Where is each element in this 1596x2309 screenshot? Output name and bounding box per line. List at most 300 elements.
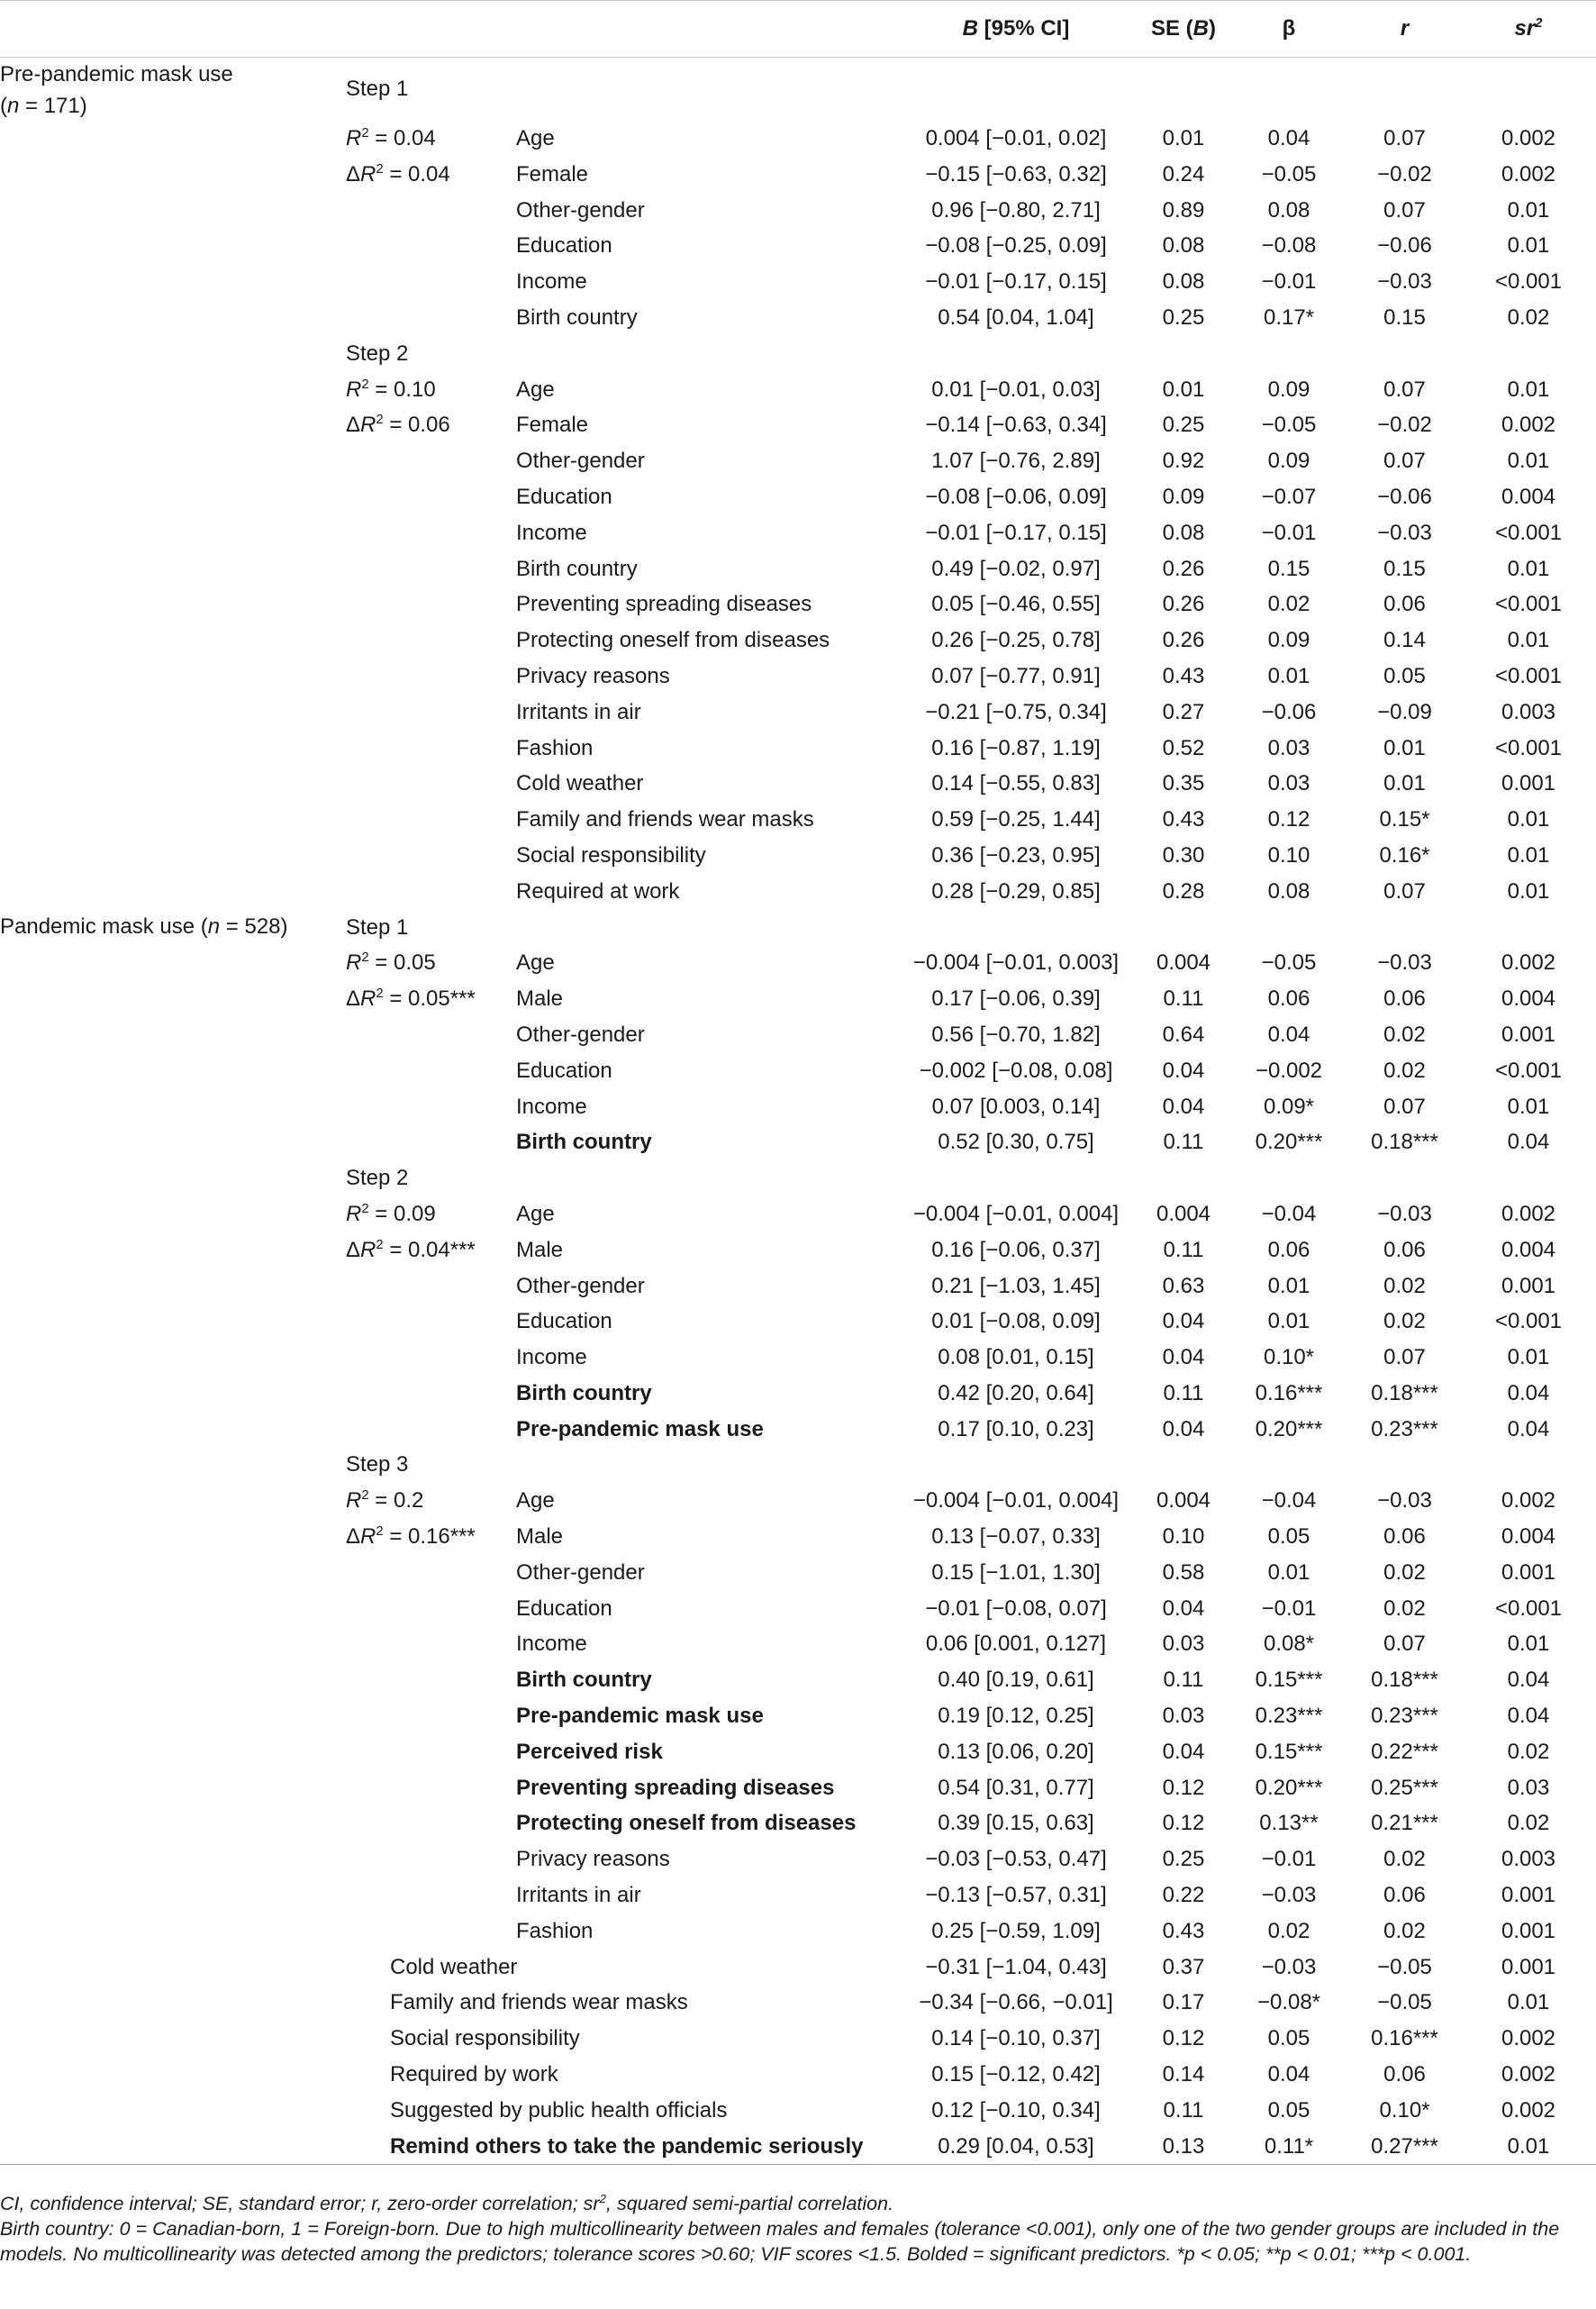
predictor-name: Age — [516, 377, 555, 402]
predictor-name: Suggested by public health officials — [390, 2097, 728, 2123]
group-label-empty — [0, 1985, 340, 2021]
predictor-name: Preventing spreading diseases — [516, 592, 812, 617]
b-ci-cell: 0.25 [−0.59, 1.09] — [931, 1918, 1101, 1943]
header-row — [0, 1, 1596, 58]
predictor-cell — [516, 1304, 894, 1340]
table-row — [0, 551, 1596, 587]
group-label-empty — [0, 1447, 340, 1483]
table-row — [0, 58, 1596, 122]
table-row — [0, 1662, 1596, 1698]
table-row — [0, 731, 1596, 767]
predictor-cell — [516, 731, 894, 767]
table-row — [0, 1555, 1596, 1591]
table-row — [0, 1232, 1596, 1268]
group-label-empty — [0, 1268, 340, 1304]
b-ci-cell: −0.08 [−0.25, 0.09] — [925, 233, 1107, 259]
r-cell: 0.18*** — [1371, 1668, 1438, 1693]
predictor-cell — [390, 2021, 894, 2057]
beta-cell: 0.15 — [1267, 556, 1310, 581]
step-cell: $\Delta R^2 = 0.06$ — [346, 413, 450, 438]
sr2-cell: 0.02 — [1507, 1739, 1550, 1764]
group-label-empty — [0, 2093, 340, 2129]
sr2-cell: <0.001 — [1494, 663, 1563, 688]
b-ci-cell: −0.13 [−0.57, 0.31] — [925, 1883, 1107, 1908]
group-label-empty — [0, 945, 340, 981]
sr2-cell: 0.002 — [1501, 950, 1556, 976]
se-cell: 0.27 — [1162, 699, 1205, 724]
se-cell: 0.13 — [1138, 2129, 1229, 2165]
b-ci-cell: 0.40 [0.19, 0.61] — [938, 1668, 1094, 1693]
predictor-name: Age — [516, 950, 555, 976]
b-ci-cell: 0.96 [−0.80, 2.71] — [931, 197, 1101, 223]
r-cell: −0.03 — [1377, 520, 1432, 545]
step-cell — [340, 479, 516, 515]
table-row — [0, 1376, 1596, 1412]
se-cell: 0.28 — [1162, 878, 1205, 904]
table-row — [0, 623, 1596, 659]
r-cell: 0.02 — [1383, 1022, 1426, 1047]
beta-cell: −0.01 — [1261, 1595, 1317, 1621]
b-ci-cell: 0.05 [−0.46, 0.55] — [931, 592, 1101, 617]
step-cell — [340, 1017, 516, 1053]
se-cell: 0.25 — [1162, 413, 1205, 438]
table-row — [0, 766, 1596, 802]
sr2-cell: 0.01 — [1507, 628, 1550, 653]
step-cell — [340, 228, 516, 264]
b-ci-cell: −0.004 [−0.01, 0.004] — [912, 1201, 1120, 1226]
group-label-empty — [0, 1805, 340, 1841]
se-cell: 0.12 — [1162, 2026, 1205, 2051]
header-sr2: $sr^2$ — [1461, 1, 1596, 58]
table-row — [0, 1805, 1596, 1841]
group-label-empty — [0, 551, 340, 587]
predictor-cell — [516, 1662, 894, 1698]
b-ci-cell: 0.12 [−0.10, 0.34] — [931, 2097, 1101, 2123]
beta-cell: 0.02 — [1267, 592, 1310, 617]
sr2-cell: 0.04 — [1507, 1130, 1550, 1155]
sr2-cell: 0.002 — [1501, 2097, 1556, 2123]
r-cell — [1348, 1447, 1461, 1483]
se-cell — [1138, 336, 1229, 372]
table-row — [0, 515, 1596, 551]
step-cell — [340, 1304, 516, 1340]
r-cell: −0.03 — [1377, 269, 1432, 295]
predictor-name: Irritants in air — [516, 1883, 641, 1908]
predictor-cell — [516, 300, 894, 336]
group-label-empty — [0, 1626, 340, 1662]
group-label-empty — [0, 1017, 340, 1053]
sr2-cell: 0.002 — [1501, 1488, 1556, 1514]
beta-cell: −0.05 — [1261, 413, 1317, 438]
group-label-empty — [0, 300, 340, 336]
sr2-cell: 0.002 — [1501, 413, 1556, 438]
table-row — [0, 1124, 1596, 1160]
table-row — [0, 981, 1596, 1017]
sr2-cell: 0.002 — [1501, 2026, 1556, 2051]
se-cell: 0.004 — [1156, 1201, 1211, 1226]
group-label-empty — [0, 1089, 340, 1125]
table-row — [0, 1626, 1596, 1662]
predictor-cell — [516, 1841, 894, 1877]
table-row — [0, 157, 1596, 193]
se-cell: 0.11 — [1163, 1668, 1204, 1693]
predictor-name: Required at work — [516, 878, 680, 904]
predictor-cell — [516, 838, 894, 874]
beta-cell: 0.12 — [1267, 807, 1310, 832]
r-cell: 0.02 — [1383, 1058, 1426, 1083]
beta-cell: −0.04 — [1261, 1201, 1317, 1226]
sr2-cell: 0.01 — [1507, 1632, 1550, 1657]
step-cell: Step 3 — [346, 1452, 409, 1477]
se-cell: 0.11 — [1163, 2097, 1204, 2123]
beta-cell — [1229, 910, 1348, 946]
predictor-cell — [390, 2129, 894, 2165]
predictor-name: Irritants in air — [516, 699, 641, 724]
se-cell: 0.01 — [1162, 377, 1205, 402]
table-row — [0, 1950, 1596, 1986]
r-cell: 0.22*** — [1371, 1739, 1438, 1764]
predictor-name: Education — [516, 233, 612, 259]
beta-cell: 0.04 — [1267, 126, 1310, 150]
se-cell: 0.08 — [1162, 233, 1205, 259]
predictor-name: Protecting oneself from diseases — [516, 1811, 857, 1836]
table-row — [0, 695, 1596, 731]
step-cell — [340, 1734, 516, 1770]
step-cell — [340, 443, 516, 479]
beta-cell: −0.06 — [1261, 699, 1317, 724]
r-cell: 0.07 — [1383, 1632, 1426, 1657]
se-cell — [1138, 910, 1229, 946]
predictor-cell — [516, 121, 894, 157]
group-label-empty — [0, 586, 340, 623]
se-cell: 0.43 — [1162, 663, 1205, 688]
r-cell: 0.02 — [1383, 1918, 1426, 1943]
table-footnotes — [0, 2191, 1596, 2267]
b-ci-cell: 0.16 [−0.06, 0.37] — [931, 1237, 1101, 1262]
se-cell: 0.01 — [1162, 126, 1205, 150]
se-cell: 0.43 — [1162, 1918, 1205, 1943]
group-label-empty — [0, 372, 340, 408]
b-ci-cell: −0.01 [−0.08, 0.07] — [925, 1595, 1107, 1621]
step-cell — [340, 264, 516, 300]
predictor-name: Age — [516, 1488, 555, 1514]
step-cell: $\Delta R^2 = 0.04***$ — [346, 1237, 476, 1262]
group-label-empty — [0, 2021, 340, 2057]
b-ci-cell: −0.01 [−0.17, 0.15] — [925, 269, 1107, 295]
b-ci-cell: −0.002 [−0.08, 0.08] — [919, 1058, 1113, 1083]
se-cell: 0.89 — [1162, 197, 1205, 223]
se-cell: 0.12 — [1162, 1775, 1205, 1800]
sr2-cell: 0.04 — [1507, 1416, 1550, 1441]
group-title: Pandemic mask use (n = 528) — [0, 914, 288, 939]
step-cell — [340, 1914, 516, 1950]
b-ci-cell: −0.01 [−0.17, 0.15] — [925, 520, 1107, 545]
group-label-empty — [0, 1877, 340, 1914]
sr2-cell — [1461, 1160, 1596, 1196]
r-cell: −0.06 — [1377, 484, 1432, 509]
se-cell: 0.08 — [1162, 520, 1205, 545]
predictor-name: Cold weather — [516, 771, 644, 796]
predictor-cell — [516, 157, 894, 193]
beta-cell: 0.16*** — [1255, 1380, 1323, 1405]
predictor-name: Other-gender — [516, 1022, 645, 1047]
group-label-empty — [0, 695, 340, 731]
predictor-name: Birth country — [516, 556, 638, 581]
group-label-empty — [0, 1304, 340, 1340]
predictor-cell — [516, 1124, 894, 1160]
se-cell: 0.04 — [1162, 1345, 1205, 1370]
table-row — [0, 264, 1596, 300]
step-cell — [340, 659, 516, 695]
table-row — [0, 372, 1596, 408]
beta-cell: 0.03 — [1267, 735, 1310, 760]
predictor-cell — [516, 1805, 894, 1841]
r-cell: 0.18*** — [1371, 1130, 1438, 1155]
b-ci-cell: 0.01 [−0.01, 0.03] — [931, 377, 1101, 402]
group-label-empty — [0, 2057, 340, 2093]
step-cell: $\Delta R^2 = 0.04$ — [346, 161, 450, 186]
table-row — [0, 1591, 1596, 1627]
beta-cell: 0.05 — [1267, 1524, 1310, 1550]
b-ci-cell: 0.01 [−0.08, 0.09] — [931, 1309, 1101, 1334]
r-cell: 0.07 — [1383, 1094, 1426, 1119]
b-ci-cell: 0.26 [−0.25, 0.78] — [931, 628, 1101, 653]
table-row — [0, 1447, 1596, 1483]
predictor-name: Pre-pandemic mask use — [516, 1704, 764, 1729]
se-cell: 0.08 — [1162, 269, 1205, 295]
group-label-empty — [0, 731, 340, 767]
step-cell — [340, 515, 516, 551]
se-cell: 0.04 — [1162, 1416, 1205, 1441]
predictor-cell — [516, 1268, 894, 1304]
se-cell: 0.04 — [1162, 1094, 1205, 1119]
beta-cell: 0.09 — [1267, 377, 1310, 402]
predictor-name: Income — [516, 1632, 587, 1657]
predictor-cell — [516, 1232, 894, 1268]
b-ci-cell: 0.13 [0.06, 0.20] — [938, 1739, 1094, 1764]
beta-cell: 0.04 — [1267, 1022, 1310, 1047]
sr2-cell: 0.04 — [1507, 1380, 1550, 1405]
table-row — [0, 121, 1596, 157]
b-ci-cell: 0.07 [0.003, 0.14] — [931, 1094, 1101, 1119]
predictor-cell — [516, 1698, 894, 1734]
sr2-cell: 0.02 — [1507, 1811, 1550, 1836]
sr2-cell: 0.01 — [1507, 1094, 1550, 1119]
b-ci-cell: 0.54 [0.31, 0.77] — [938, 1775, 1094, 1800]
predictor-name: Education — [516, 484, 612, 509]
beta-cell: 0.01 — [1267, 1273, 1310, 1298]
sr2-cell: <0.001 — [1494, 592, 1563, 617]
se-cell: 0.14 — [1162, 2062, 1205, 2087]
b-ci-cell — [894, 910, 1138, 946]
group-label-empty — [0, 443, 340, 479]
sr2-cell: 0.01 — [1507, 233, 1550, 259]
predictor-name: Female — [516, 161, 589, 186]
header-beta: β — [1229, 1, 1348, 58]
step-cell: $R^2 = 0.09$ — [346, 1201, 436, 1226]
predictor-name: Education — [516, 1309, 612, 1334]
se-cell: 0.04 — [1162, 1058, 1205, 1083]
predictor-cell — [516, 58, 894, 122]
sr2-cell: 0.001 — [1501, 1883, 1556, 1908]
predictor-cell — [516, 479, 894, 515]
step-cell — [340, 551, 516, 587]
group-label-empty — [0, 838, 340, 874]
sr2-cell: 0.01 — [1461, 2129, 1596, 2165]
predictor-name: Other-gender — [516, 449, 645, 474]
step-cell: $\Delta R^2 = 0.05***$ — [346, 986, 476, 1012]
group-label-empty — [0, 1591, 340, 1627]
b-ci-cell: 0.14 [−0.10, 0.37] — [931, 2026, 1101, 2051]
predictor-cell — [516, 1483, 894, 1519]
predictor-name: Female — [516, 413, 589, 438]
se-cell: 0.004 — [1156, 950, 1211, 976]
group-label-empty — [0, 479, 340, 515]
table-row — [0, 1914, 1596, 1950]
step-cell — [340, 1626, 516, 1662]
r-cell: 0.15 — [1383, 305, 1426, 330]
b-ci-cell: 0.14 [−0.55, 0.83] — [931, 771, 1101, 796]
se-cell: 0.17 — [1162, 1990, 1205, 2015]
se-cell — [1138, 1160, 1229, 1196]
predictor-name: Social responsibility — [516, 842, 706, 868]
header-r: r — [1348, 1, 1461, 58]
table-row — [0, 1877, 1596, 1914]
table-row — [0, 479, 1596, 515]
beta-cell: 0.09* — [1263, 1094, 1315, 1119]
predictor-name: Other-gender — [516, 197, 645, 223]
group-label-empty — [0, 264, 340, 300]
r-cell: 0.21*** — [1371, 1811, 1438, 1836]
sr2-cell: 0.002 — [1501, 126, 1556, 150]
se-cell: 0.26 — [1162, 592, 1205, 617]
se-cell: 0.04 — [1162, 1309, 1205, 1334]
beta-cell: 0.10* — [1263, 1345, 1315, 1370]
r-cell: −0.05 — [1377, 1990, 1432, 2015]
se-cell: 0.04 — [1162, 1739, 1205, 1764]
predictor-cell — [516, 551, 894, 587]
predictor-name: Birth country — [516, 1380, 652, 1405]
predictor-cell — [516, 695, 894, 731]
group-label-empty — [0, 1124, 340, 1160]
beta-cell: 0.01 — [1267, 1559, 1310, 1585]
b-ci-cell: −0.004 [−0.01, 0.004] — [912, 1488, 1120, 1514]
predictor-cell — [516, 1877, 894, 1914]
step-cell: $R^2 = 0.10$ — [346, 377, 436, 402]
beta-cell — [1229, 336, 1348, 372]
step-cell — [340, 1770, 516, 1806]
step-cell — [340, 193, 516, 229]
beta-cell: 0.15*** — [1255, 1668, 1323, 1693]
r-cell: 0.16*** — [1371, 2026, 1438, 2051]
table-row — [0, 336, 1596, 372]
predictor-name: Social responsibility — [390, 2026, 580, 2051]
sr2-cell: 0.001 — [1501, 1954, 1556, 1979]
predictor-cell — [516, 1519, 894, 1555]
table-row — [0, 1483, 1596, 1519]
predictor-cell — [516, 193, 894, 229]
r-cell: 0.27*** — [1348, 2129, 1461, 2165]
b-ci-cell: −0.004 [−0.01, 0.003] — [912, 950, 1120, 976]
table-row — [0, 300, 1596, 336]
predictor-name: Income — [516, 520, 587, 545]
group-label-empty — [0, 1734, 340, 1770]
step-cell: $R^2 = 0.2$ — [346, 1488, 424, 1514]
group-label-empty — [0, 193, 340, 229]
step-cell — [340, 695, 516, 731]
predictor-name: Birth country — [516, 305, 638, 330]
predictor-name: Income — [516, 269, 587, 295]
r-cell — [1348, 910, 1461, 946]
group-label-empty — [0, 1555, 340, 1591]
beta-cell: 0.08 — [1267, 197, 1310, 223]
sr2-cell: 0.002 — [1501, 161, 1556, 186]
beta-cell: 0.23*** — [1255, 1704, 1323, 1729]
beta-cell: 0.08* — [1263, 1632, 1315, 1657]
r-cell: −0.02 — [1377, 161, 1432, 186]
se-cell: 0.64 — [1162, 1022, 1205, 1047]
predictor-name: Family and friends wear masks — [516, 807, 814, 832]
footnote-abbreviations: CI, confidence interval; SE, standard error; r, zero-order correlation; $sr^2$, squared semi-partial correlation. — [0, 2191, 894, 2214]
step-cell — [340, 1555, 516, 1591]
predictor-cell — [516, 1340, 894, 1376]
se-cell: 0.11 — [1163, 986, 1204, 1012]
sr2-cell: 0.003 — [1501, 1847, 1556, 1872]
predictor-name: Other-gender — [516, 1273, 645, 1298]
r-cell: 0.06 — [1383, 1524, 1426, 1550]
b-ci-cell: 0.29 [0.04, 0.53] — [894, 2129, 1138, 2165]
beta-cell: 0.02 — [1267, 1918, 1310, 1943]
group-label-empty — [0, 121, 340, 157]
beta-cell: 0.09 — [1267, 449, 1310, 474]
predictor-cell — [390, 2057, 894, 2093]
predictor-cell — [516, 443, 894, 479]
group-label-empty — [0, 336, 340, 372]
group-label-empty — [0, 1053, 340, 1089]
r-cell: 0.07 — [1383, 449, 1426, 474]
predictor-name: Other-gender — [516, 1559, 645, 1585]
step-cell — [340, 1877, 516, 1914]
r-cell: 0.23*** — [1371, 1704, 1438, 1729]
sr2-cell: 0.001 — [1501, 771, 1556, 796]
group-label-empty — [0, 2129, 340, 2165]
sr2-cell: 0.001 — [1501, 1273, 1556, 1298]
group-label-empty — [0, 228, 340, 264]
b-ci-cell — [894, 58, 1138, 122]
group-label-empty — [0, 1662, 340, 1698]
predictor-cell — [516, 264, 894, 300]
predictor-name: Education — [516, 1058, 612, 1083]
predictor-cell — [516, 1089, 894, 1125]
step-cell — [340, 1376, 516, 1412]
predictor-cell — [516, 1626, 894, 1662]
sr2-cell: 0.004 — [1501, 1524, 1556, 1550]
beta-cell: 0.20*** — [1255, 1775, 1323, 1800]
table-row — [0, 1698, 1596, 1734]
predictor-name: Preventing spreading diseases — [516, 1775, 835, 1800]
b-ci-cell: −0.14 [−0.63, 0.34] — [925, 413, 1107, 438]
b-ci-cell: −0.08 [−0.06, 0.09] — [925, 484, 1107, 509]
r-cell: 0.06 — [1383, 986, 1426, 1012]
r-cell: 0.02 — [1383, 1559, 1426, 1585]
table-row — [0, 1985, 1596, 2021]
r-cell: 0.01 — [1383, 735, 1426, 760]
b-ci-cell: 0.56 [−0.70, 1.82] — [931, 1022, 1101, 1047]
beta-cell: 0.09 — [1267, 628, 1310, 653]
r-cell: 0.05 — [1383, 663, 1426, 688]
predictor-name: Family and friends wear masks — [390, 1990, 688, 2015]
group-label-empty — [0, 1412, 340, 1448]
